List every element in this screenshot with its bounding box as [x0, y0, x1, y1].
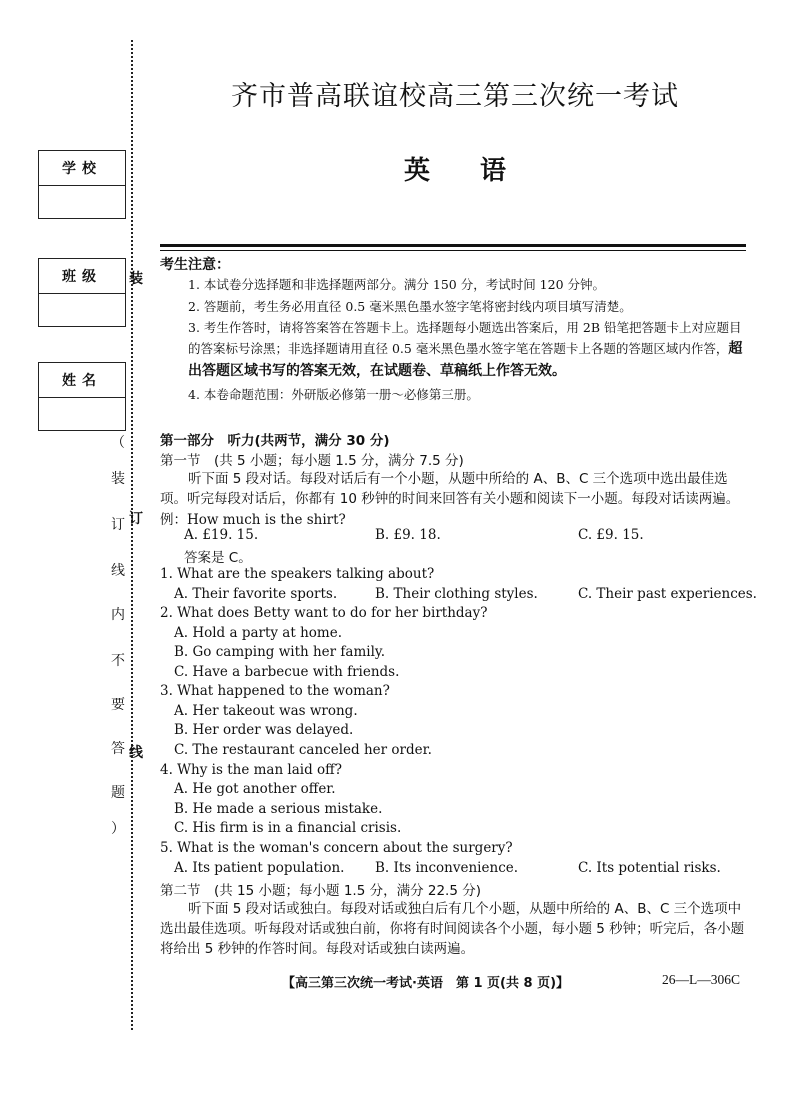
question-3-option-b[interactable]: B. Her order was delayed. [174, 722, 354, 738]
question-1: 1. What are the speakers talking about? [160, 566, 435, 582]
notice-item-text: 3. 考生作答时，请将答案答在答题卡上。选择题每小题选出答案后，用 2B 铅笔把答题卡上对应题目的答案标号涂黑；非选择题请用直径 0.5 毫米黑色墨水签字笔在答题卡上各题的答题区域内作答， [188, 320, 742, 356]
school-field[interactable] [39, 186, 125, 218]
name-box [38, 362, 126, 431]
page-footer: 【高三第三次统一考试·英语 第 1 页(共 8 页)】 [282, 976, 570, 991]
notice-item: 1. 本试卷分选择题和非选择题两部分。满分 150 分，考试时间 120 分钟。 [188, 277, 606, 292]
side-mark-xian: 线 [129, 745, 143, 761]
section2-heading: 第二节 (共 15 小题；每小题 1.5 分，满分 22.5 分) [160, 883, 481, 899]
question-1-option-c[interactable]: C. Their past experiences. [578, 586, 757, 602]
question-4-option-a[interactable]: A. He got another offer. [174, 781, 336, 797]
warning-char: 题 [111, 785, 125, 801]
class-field[interactable] [39, 294, 125, 326]
example-answer: 答案是 C。 [184, 550, 252, 566]
question-5-option-c[interactable]: C. Its potential risks. [578, 860, 721, 876]
section1-instructions: 听下面 5 段对话。每段对话后有一个小题，从题中所给的 A、B、C 三个选项中选出最佳选项。听完每段对话后，你都有 10 秒钟的时间来回答有关小题和阅读下一小题。每段对话读两遍。 [160, 471, 740, 507]
warning-char: 线 [111, 563, 125, 579]
warning-char: 装 [111, 471, 125, 487]
side-mark-ding: 订 [129, 511, 143, 527]
warning-char: 订 [111, 517, 125, 533]
school-box [38, 150, 126, 219]
question-1-option-b[interactable]: B. Their clothing styles. [375, 586, 538, 602]
example-option-c: C. £9. 15. [578, 527, 644, 543]
warning-char: （ [111, 435, 125, 451]
example-option-a: A. £19. 15. [184, 527, 259, 543]
question-4: 4. Why is the man laid off? [160, 762, 343, 778]
section1-heading: 第一节 (共 5 小题；每小题 1.5 分，满分 7.5 分) [160, 453, 464, 469]
subject-title: 英语 [403, 156, 556, 186]
name-field[interactable] [39, 398, 125, 430]
question-2-option-a[interactable]: A. Hold a party at home. [174, 625, 342, 641]
question-2: 2. What does Betty want to do for her birthday? [160, 605, 488, 621]
name-label: 姓名 [39, 363, 125, 398]
part1-heading: 第一部分 听力(共两节，满分 30 分) [160, 433, 390, 449]
question-4-option-b[interactable]: B. He made a serious mistake. [174, 801, 383, 817]
question-5-option-a[interactable]: A. Its patient population. [174, 860, 345, 876]
question-2-option-b[interactable]: B. Go camping with her family. [174, 644, 386, 660]
warning-char: 答 [111, 741, 125, 757]
exam-title: 齐市普高联谊校高三第三次统一考试 [231, 81, 679, 112]
example-question: 例：How much is the shirt? [160, 512, 346, 528]
section2-instructions: 听下面 5 段对话或独白。每段对话或独白后有几个小题，从题中所给的 A、B、C 三个选项中选出最佳选项。听每段对话或独白前，你将有时间阅读各个小题，每小题 5 秒钟；听完后，各小题将给出 5 秒钟的作答时间。每段对话或独白读两遍。 [160, 901, 745, 957]
binding-dotted-line [131, 40, 133, 1030]
notice-item: 4. 本卷命题范围：外研版必修第一册～必修第三册。 [188, 387, 479, 402]
header-rule [160, 244, 746, 247]
class-box [38, 258, 126, 327]
warning-char: 内 [111, 607, 125, 623]
warning-char: ） [111, 821, 125, 837]
warning-char: 不 [111, 653, 125, 669]
notice-highlight: 超出答题区域书写的答案无效，在试题卷、草稿纸上作答无效。 [188, 341, 743, 379]
notice-item: 2. 答题前，考生务必用直径 0.5 毫米黑色墨水签字笔将密封线内项目填写清楚。 [188, 299, 632, 314]
question-3: 3. What happened to the woman? [160, 683, 390, 699]
side-mark-zhuang: 装 [129, 271, 143, 287]
notice-heading: 考生注意： [160, 257, 230, 273]
question-4-option-c[interactable]: C. His firm is in a financial crisis. [174, 820, 402, 836]
question-3-option-c[interactable]: C. The restaurant canceled her order. [174, 742, 432, 758]
question-3-option-a[interactable]: A. Her takeout was wrong. [174, 703, 358, 719]
header-rule-thin [160, 250, 746, 251]
question-5-option-b[interactable]: B. Its inconvenience. [375, 860, 519, 876]
class-label: 班级 [39, 259, 125, 294]
question-5: 5. What is the woman's concern about the surgery? [160, 840, 513, 856]
example-option-b: B. £9. 18. [375, 527, 441, 543]
question-1-option-a[interactable]: A. Their favorite sports. [174, 586, 338, 602]
notice-item [188, 317, 750, 382]
paper-code: 26—L—306C [662, 972, 741, 987]
warning-char: 要 [111, 697, 125, 713]
school-label: 学校 [39, 151, 125, 186]
question-2-option-c[interactable]: C. Have a barbecue with friends. [174, 664, 400, 680]
